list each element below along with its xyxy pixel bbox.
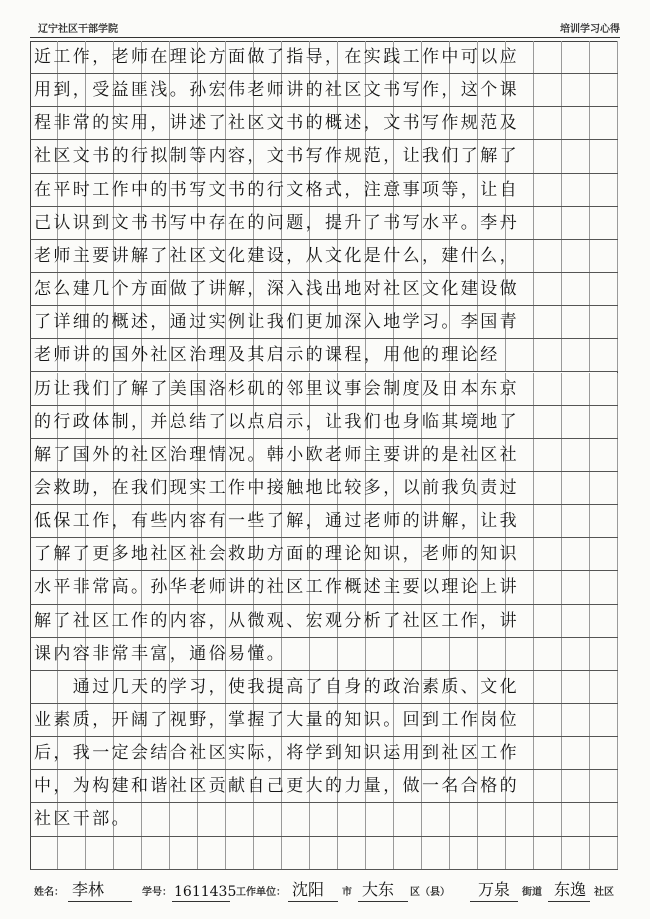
essay-line: 水平非常高。孙华老师讲的社区工作概述主要以理论上讲 (30, 571, 618, 604)
street-value: 万泉 (478, 880, 511, 899)
city-value: 沈阳 (292, 880, 325, 899)
name-label: 姓名： (34, 887, 64, 898)
essay-line: 在平时工作中的书写文书的行文格式，注意事项等，让自 (30, 174, 618, 207)
street-underline (470, 901, 518, 902)
community-value: 东逸 (554, 880, 587, 899)
essay-line: 的行政体制，并总结了以点启示，让我们也身临其境地了 (30, 406, 618, 439)
essay-line: 会救助，在我们现实工作中接触地比较多，以前我负责过 (30, 472, 618, 505)
name-value: 李林 (72, 880, 105, 899)
district-label: 区（县） (410, 887, 450, 898)
school-name: 辽宁社区干部学院 (38, 24, 118, 35)
essay-line: 历让我们了解了美国洛杉矶的邻里议事会制度及日本东京 (30, 373, 618, 406)
essay-line: 社区文书的行拟制等内容，文书写作规范，让我们了解了 (30, 140, 618, 173)
essay-line: 用到，受益匪浅。孙宏伟老师讲的社区文书写作，这个课 (30, 74, 618, 107)
student-id-label: 学号： (142, 887, 172, 898)
essay-line: 业素质，开阔了视野，掌握了大量的知识。回到工作岗位 (30, 704, 618, 737)
work-unit-label: 工作单位： (236, 887, 286, 898)
essay-line: 怎么建几个方面做了讲解，深入浅出地对社区文化建设做 (30, 273, 618, 306)
student-id-underline (172, 901, 230, 902)
page-header (38, 20, 620, 38)
district-value: 大东 (362, 880, 395, 899)
community-label: 社区 (594, 887, 614, 898)
name-underline (68, 901, 132, 902)
student-id-value: 1611435 (174, 884, 237, 900)
essay-line: 程非常的实用，讲述了社区文书的概述，文书写作规范及 (30, 107, 618, 140)
essay-line (30, 837, 618, 870)
essay-line: 近工作，老师在理论方面做了指导，在实践工作中可以应 (30, 41, 618, 74)
essay-line: 了详细的概述，通过实例让我们更加深入地学习。李国青 (30, 306, 618, 339)
city-label: 市 (342, 887, 352, 898)
essay-line: 解了社区工作的内容，从微观、宏观分析了社区工作，讲 (30, 605, 618, 638)
essay-line: 老师主要讲解了社区文化建设，从文化是什么，建什么， (30, 240, 618, 273)
document-title: 培训学习心得 (560, 24, 620, 35)
essay-line: 解了国外的社区治理情况。韩小欧老师主要讲的是社区社 (30, 439, 618, 472)
essay-line: 后，我一定会结合社区实际，将学到知识运用到社区工作 (30, 737, 618, 770)
city-underline (288, 901, 338, 902)
community-underline (548, 901, 590, 902)
essay-line: 了解了更多地社区社会救助方面的理论知识，老师的知识 (30, 538, 618, 571)
essay-line: 老师讲的国外社区治理及其启示的课程，用他的理论经 (30, 339, 618, 372)
essay-line: 社区干部。 (30, 803, 618, 836)
signature-footer (30, 876, 620, 902)
district-underline (358, 901, 408, 902)
street-label: 街道 (522, 887, 542, 898)
header-divider (30, 37, 620, 38)
essay-line: 中，为构建和谐社区贡献自己更大的力量，做一名合格的 (30, 770, 618, 803)
essay-line: 课内容非常丰富，通俗易懂。 (30, 638, 618, 671)
essay-line: 通过几天的学习，使我提高了自身的政治素质、文化 (30, 671, 618, 704)
essay-line: 己认识到文书书写中存在的问题，提升了书写水平。李丹 (30, 207, 618, 240)
essay-line: 低保工作，有些内容有一些了解，通过老师的讲解，让我 (30, 505, 618, 538)
